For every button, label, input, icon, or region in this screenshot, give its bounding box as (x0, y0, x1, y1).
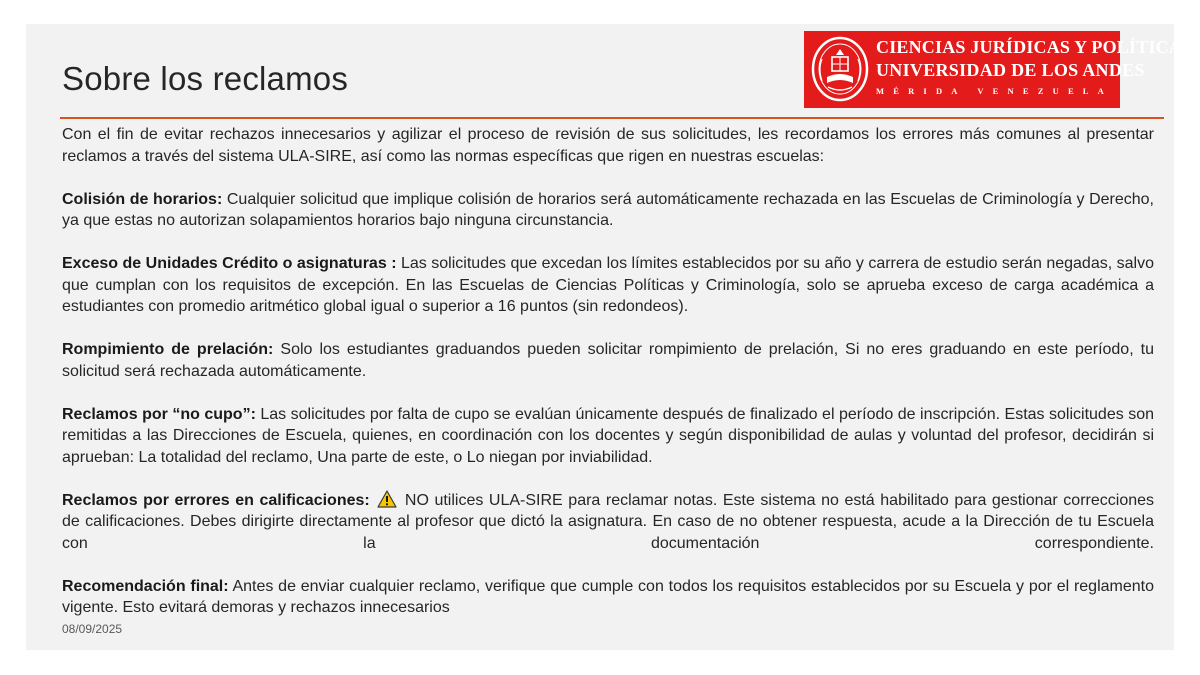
section-prelation (62, 339, 1154, 382)
slide-body (62, 124, 1154, 619)
intro-paragraph: Con el fin de evitar rechazos innecesarios y agilizar el proceso de revisión de sus solicitudes, les recordamos los errores más comunes al presentar reclamos a través del sistema ULA-SIRE, así como las normas específicas que rigen en nuestras escuelas: (62, 126, 1154, 165)
slide (26, 24, 1193, 650)
section-schedule-collision (62, 189, 1154, 232)
slide-title: Sobre los reclamos (62, 60, 349, 97)
section-text: NO utilices ULA-SIRE para reclamar notas. Este sistema no está habilitado para gestionar correcciones de calificaciones. Debes dirigirte directamente al profesor que dictó la asignatura. En caso de no obtener respuesta, acude a la Dirección de tu Escuela con la documentación correspondiente. (62, 491, 1155, 552)
title-divider (60, 117, 1164, 119)
section-heading: Reclamos por errores en calificaciones: (62, 491, 370, 509)
section-heading: Colisión de horarios: (62, 190, 223, 208)
section-heading: Recomendación final: (62, 577, 229, 595)
warning-icon (377, 490, 397, 508)
section-grade-errors (62, 490, 1154, 555)
section-credit-excess (62, 253, 1154, 318)
section-final-recommendation (62, 576, 1154, 619)
university-logo (804, 31, 1193, 108)
section-no-cupo (62, 404, 1154, 469)
slide-date: 08/09/2025 (62, 622, 123, 636)
logo-faculty-name: CIENCIAS JURÍDICAS Y POLÍTICAS (876, 37, 1193, 57)
section-text: Solo los estudiantes graduandos pueden solicitar rompimiento de prelación, Si no eres graduando en este período, tu solicitud será rechazada automáticamente. (62, 341, 1155, 380)
section-text: Antes de enviar cualquier reclamo, verifique que cumple con todos los requisitos establecidos por su Escuela y por el reglamento vigente. Esto evitará demoras y rechazos innecesarios (62, 577, 1155, 616)
section-heading: Reclamos por “no cupo”: (62, 405, 256, 423)
section-heading: Exceso de Unidades Crédito o asignaturas : (62, 255, 397, 272)
section-text: Cualquier solicitud que implique colisión de horarios será automáticamente rechazada en las Escuelas de Criminología y Derecho, ya que estas no autorizan solapamientos horarios bajo ninguna circunstancia. (62, 190, 1155, 229)
logo-location: MÉRIDA VENEZUELA (876, 86, 1114, 96)
section-text: Las solicitudes por falta de cupo se evalúan únicamente después de finalizado el período de inscripción. Estas solicitudes son remitidas a las Direcciones de Escuela, quienes, en coordinación con los docentes y según disponibilidad de aulas y voluntad del profesor, decidirán si aprueban: La totalidad del reclamo, Una parte de este, o Lo niegan por inviabilidad. (62, 405, 1155, 466)
section-heading: Rompimiento de prelación: (62, 341, 274, 358)
section-text: Las solicitudes que excedan los límites establecidos por su año y carrera de estudio serán negadas, salvo que cumplan con los requisitos de excepción. En las Escuelas de Ciencias Políticas y Criminología, solo se aprueba exceso de carga académica a estudiantes con promedio aritmético global igual o superior a 16 puntos (sin redondeos). (62, 255, 1155, 315)
university-seal-icon (810, 35, 870, 103)
logo-university-name: UNIVERSIDAD DE LOS ANDES (876, 60, 1145, 80)
